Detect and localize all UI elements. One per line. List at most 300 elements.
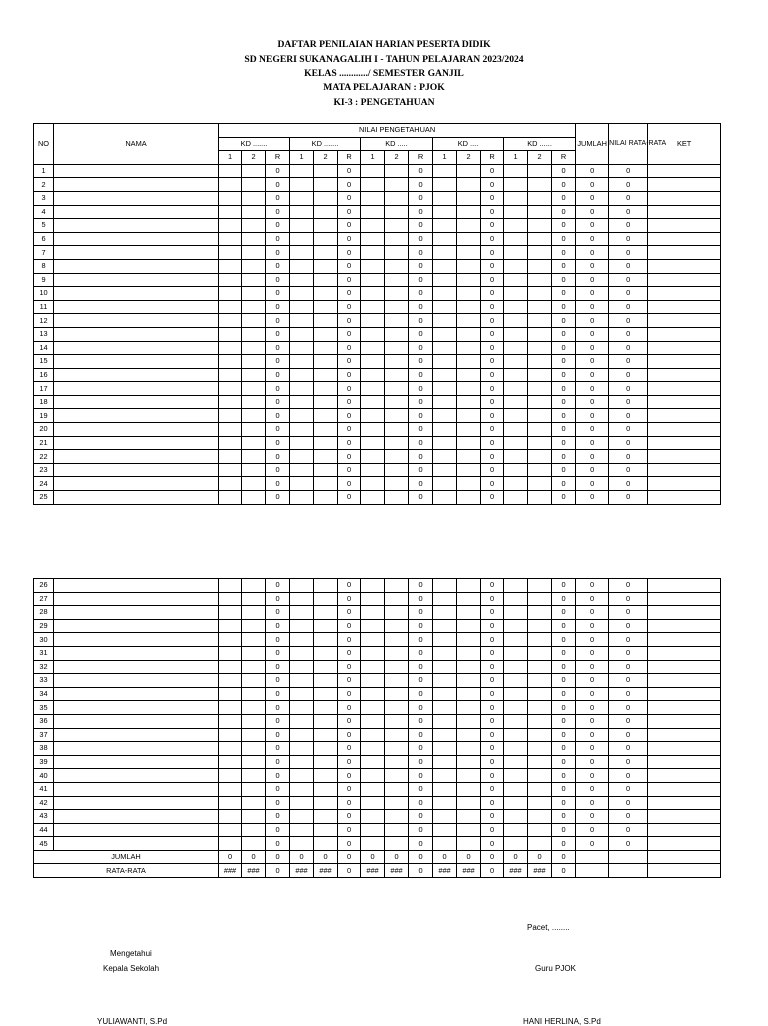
score-cell: [290, 191, 314, 205]
kd-result-cell: 0: [409, 191, 433, 205]
score-cell: [504, 687, 528, 701]
score-cell: [290, 450, 314, 464]
kd-result-cell: 0: [266, 714, 290, 728]
kd-result-cell: 0: [409, 300, 433, 314]
score-cell: [361, 728, 385, 742]
score-cell: [504, 742, 528, 756]
row-number: 45: [34, 837, 54, 851]
summary-empty: [609, 850, 648, 864]
ket-cell: [648, 606, 721, 620]
score-cell: [242, 341, 266, 355]
score-cell: [528, 314, 552, 328]
kd-result-cell: 0: [338, 742, 361, 756]
kd-result-cell: 0: [266, 178, 290, 192]
score-cell: [314, 592, 338, 606]
kd-result-cell: 0: [409, 592, 433, 606]
kd-result-cell: 0: [552, 823, 576, 837]
score-cell: [457, 606, 481, 620]
rata-rata-cell: 0: [609, 436, 648, 450]
score-cell: [361, 477, 385, 491]
kd-result-cell: 0: [409, 646, 433, 660]
score-cell: [219, 341, 242, 355]
ket-cell: [648, 205, 721, 219]
kd-result-cell: 0: [481, 368, 504, 382]
kd-result-cell: 0: [409, 382, 433, 396]
table-row: [34, 300, 721, 314]
row-number: 4: [34, 205, 54, 219]
row-number: 15: [34, 355, 54, 369]
score-cell: [528, 423, 552, 437]
score-cell: [457, 423, 481, 437]
score-cell: [290, 355, 314, 369]
score-cell: [314, 368, 338, 382]
kd-header: KD ....: [433, 137, 504, 151]
score-cell: [528, 191, 552, 205]
kd-result-cell: 0: [338, 491, 361, 505]
jumlah-value: 0: [242, 850, 266, 864]
score-cell: [385, 300, 409, 314]
jumlah-cell: 0: [576, 810, 609, 824]
kd-result-cell: 0: [409, 178, 433, 192]
kd-result-cell: 0: [266, 423, 290, 437]
table-row: [34, 755, 721, 769]
row-number: 29: [34, 619, 54, 633]
score-cell: [361, 646, 385, 660]
kd-result-cell: 0: [266, 823, 290, 837]
ket-cell: [648, 300, 721, 314]
score-cell: [504, 782, 528, 796]
score-cell: [504, 178, 528, 192]
header-jumlah: JUMLAH: [576, 124, 609, 165]
student-name-cell: [54, 423, 219, 437]
guru-pjok-label: Guru PJOK: [535, 964, 576, 973]
score-cell: [528, 436, 552, 450]
score-cell: [219, 219, 242, 233]
jumlah-cell: 0: [576, 477, 609, 491]
kd-result-cell: 0: [481, 382, 504, 396]
table-row: [34, 633, 721, 647]
row-number: 34: [34, 687, 54, 701]
kd-result-cell: 0: [481, 246, 504, 260]
score-cell: [457, 368, 481, 382]
kd-result-cell: 0: [266, 782, 290, 796]
kd-result-cell: 0: [552, 232, 576, 246]
jumlah-cell: 0: [576, 368, 609, 382]
summary-empty: [576, 864, 609, 878]
kd-result-cell: 0: [409, 205, 433, 219]
score-cell: [242, 579, 266, 593]
score-cell: [314, 579, 338, 593]
score-cell: [242, 646, 266, 660]
student-name-cell: [54, 232, 219, 246]
kd-header: KD .....: [361, 137, 433, 151]
kd-result-cell: 0: [409, 246, 433, 260]
score-cell: [242, 619, 266, 633]
kd-result-cell: 0: [552, 273, 576, 287]
score-cell: [457, 382, 481, 396]
score-cell: [219, 232, 242, 246]
score-cell: [290, 463, 314, 477]
rata-rata-cell: 0: [609, 477, 648, 491]
kd-result-cell: 0: [266, 287, 290, 301]
score-cell: [361, 837, 385, 851]
kd-result-cell: 0: [266, 219, 290, 233]
kd-result-cell: 0: [266, 382, 290, 396]
score-cell: [242, 796, 266, 810]
kd-result-cell: 0: [338, 423, 361, 437]
rata-value: ###: [385, 864, 409, 878]
kd-sub-header: R: [552, 151, 576, 165]
score-cell: [385, 178, 409, 192]
score-cell: [457, 477, 481, 491]
score-cell: [457, 810, 481, 824]
score-cell: [457, 300, 481, 314]
score-cell: [290, 769, 314, 783]
score-cell: [314, 219, 338, 233]
score-cell: [290, 423, 314, 437]
score-cell: [219, 436, 242, 450]
score-cell: [457, 205, 481, 219]
student-name-cell: [54, 463, 219, 477]
score-cell: [528, 619, 552, 633]
score-cell: [385, 191, 409, 205]
score-cell: [361, 674, 385, 688]
kd-result-cell: 0: [338, 409, 361, 423]
kd-result-cell: 0: [266, 796, 290, 810]
score-cell: [528, 164, 552, 178]
student-name-cell: [54, 810, 219, 824]
kd-result-cell: 0: [481, 782, 504, 796]
ket-cell: [648, 164, 721, 178]
jumlah-value: 0: [433, 850, 457, 864]
score-cell: [361, 382, 385, 396]
ket-cell: [648, 450, 721, 464]
kd-result-cell: 0: [552, 246, 576, 260]
student-name-cell: [54, 477, 219, 491]
rata-rata-cell: 0: [609, 782, 648, 796]
table-row: [34, 246, 721, 260]
score-cell: [504, 837, 528, 851]
kd-sub-header: 2: [457, 151, 481, 165]
row-number: 35: [34, 701, 54, 715]
score-cell: [219, 300, 242, 314]
jumlah-cell: 0: [576, 382, 609, 396]
student-name-cell: [54, 687, 219, 701]
kd-result-cell: 0: [481, 491, 504, 505]
score-cell: [504, 368, 528, 382]
table-row: [34, 355, 721, 369]
score-cell: [504, 660, 528, 674]
score-cell: [385, 164, 409, 178]
jumlah-cell: 0: [576, 463, 609, 477]
score-cell: [242, 674, 266, 688]
ket-cell: [648, 619, 721, 633]
score-cell: [504, 409, 528, 423]
kd-result-cell: 0: [338, 619, 361, 633]
score-cell: [433, 205, 457, 219]
kd-result-cell: 0: [552, 423, 576, 437]
score-cell: [290, 409, 314, 423]
score-cell: [528, 409, 552, 423]
student-name-cell: [54, 606, 219, 620]
score-cell: [528, 592, 552, 606]
row-number: 24: [34, 477, 54, 491]
ket-cell: [648, 491, 721, 505]
jumlah-cell: 0: [576, 742, 609, 756]
kd-result-cell: 0: [338, 728, 361, 742]
score-cell: [290, 646, 314, 660]
jumlah-cell: 0: [576, 205, 609, 219]
rata-value: 0: [409, 864, 433, 878]
score-cell: [385, 579, 409, 593]
score-cell: [219, 450, 242, 464]
rata-rata-cell: 0: [609, 810, 648, 824]
score-cell: [433, 314, 457, 328]
score-cell: [290, 259, 314, 273]
score-cell: [385, 395, 409, 409]
rata-rata-cell: 0: [609, 619, 648, 633]
score-cell: [361, 368, 385, 382]
jumlah-cell: 0: [576, 450, 609, 464]
kd-result-cell: 0: [552, 810, 576, 824]
kd-result-cell: 0: [552, 769, 576, 783]
kd-result-cell: 0: [481, 259, 504, 273]
kd-result-cell: 0: [338, 259, 361, 273]
row-number: 7: [34, 246, 54, 260]
score-cell: [504, 314, 528, 328]
student-name-cell: [54, 164, 219, 178]
score-cell: [361, 701, 385, 715]
table-row: [34, 450, 721, 464]
kd-result-cell: 0: [481, 701, 504, 715]
kd-result-cell: 0: [552, 382, 576, 396]
score-cell: [361, 178, 385, 192]
score-cell: [361, 579, 385, 593]
score-cell: [219, 246, 242, 260]
rata-rata-row-label: RATA-RATA: [34, 864, 219, 878]
score-cell: [385, 246, 409, 260]
score-cell: [361, 219, 385, 233]
score-cell: [314, 314, 338, 328]
kd-result-cell: 0: [409, 782, 433, 796]
kd-result-cell: 0: [266, 674, 290, 688]
score-cell: [290, 592, 314, 606]
rata-rata-cell: 0: [609, 592, 648, 606]
kd-result-cell: 0: [338, 450, 361, 464]
rata-value: ###: [528, 864, 552, 878]
score-cell: [528, 246, 552, 260]
kd-result-cell: 0: [338, 714, 361, 728]
title-line-3: KELAS ............/ SEMESTER GANJIL: [304, 68, 464, 79]
kd-result-cell: 0: [481, 755, 504, 769]
table-row: [34, 714, 721, 728]
score-cell: [242, 592, 266, 606]
kd-result-cell: 0: [481, 463, 504, 477]
score-cell: [457, 164, 481, 178]
kd-result-cell: 0: [338, 592, 361, 606]
student-name-cell: [54, 823, 219, 837]
table-row: [34, 219, 721, 233]
table-row: [34, 341, 721, 355]
table-row: [34, 232, 721, 246]
score-cell: [433, 755, 457, 769]
score-cell: [314, 646, 338, 660]
score-cell: [457, 178, 481, 192]
ket-cell: [648, 382, 721, 396]
ket-cell: [648, 327, 721, 341]
kd-sub-header: R: [338, 151, 361, 165]
rata-rata-cell: 0: [609, 769, 648, 783]
score-cell: [361, 810, 385, 824]
score-cell: [242, 606, 266, 620]
score-cell: [219, 259, 242, 273]
rata-rata-cell: 0: [609, 164, 648, 178]
kd-result-cell: 0: [338, 463, 361, 477]
score-cell: [457, 341, 481, 355]
place-date: Pacet, ........: [527, 923, 570, 932]
kd-result-cell: 0: [338, 633, 361, 647]
score-cell: [290, 273, 314, 287]
kd-result-cell: 0: [409, 259, 433, 273]
score-cell: [361, 660, 385, 674]
score-cell: [528, 368, 552, 382]
score-cell: [290, 796, 314, 810]
score-cell: [314, 837, 338, 851]
score-cell: [242, 355, 266, 369]
score-cell: [385, 463, 409, 477]
table-row: [34, 463, 721, 477]
score-cell: [290, 755, 314, 769]
kd-result-cell: 0: [409, 619, 433, 633]
kd-result-cell: 0: [552, 714, 576, 728]
student-name-cell: [54, 592, 219, 606]
ket-cell: [648, 287, 721, 301]
score-cell: [504, 341, 528, 355]
kd-result-cell: 0: [266, 701, 290, 715]
kd-result-cell: 0: [266, 450, 290, 464]
table-row: [34, 491, 721, 505]
kd-result-cell: 0: [409, 837, 433, 851]
score-cell: [385, 687, 409, 701]
score-cell: [385, 287, 409, 301]
kd-result-cell: 0: [552, 395, 576, 409]
score-cell: [385, 810, 409, 824]
score-cell: [290, 619, 314, 633]
kd-result-cell: 0: [266, 646, 290, 660]
score-cell: [314, 606, 338, 620]
score-cell: [242, 477, 266, 491]
student-name-cell: [54, 436, 219, 450]
kd-result-cell: 0: [409, 796, 433, 810]
kd-result-cell: 0: [552, 259, 576, 273]
score-cell: [314, 714, 338, 728]
score-cell: [242, 259, 266, 273]
ket-cell: [648, 823, 721, 837]
kd-result-cell: 0: [552, 782, 576, 796]
kd-result-cell: 0: [481, 273, 504, 287]
score-cell: [504, 219, 528, 233]
score-cell: [219, 782, 242, 796]
score-cell: [433, 701, 457, 715]
kd-result-cell: 0: [409, 409, 433, 423]
score-cell: [457, 769, 481, 783]
ket-cell: [648, 436, 721, 450]
rata-rata-row: [34, 864, 721, 878]
table-row: [34, 191, 721, 205]
score-cell: [457, 633, 481, 647]
row-number: 36: [34, 714, 54, 728]
score-cell: [290, 728, 314, 742]
kd-result-cell: 0: [481, 287, 504, 301]
row-number: 26: [34, 579, 54, 593]
score-cell: [528, 178, 552, 192]
kd-result-cell: 0: [338, 579, 361, 593]
score-cell: [504, 646, 528, 660]
score-cell: [219, 606, 242, 620]
score-cell: [290, 742, 314, 756]
score-cell: [314, 619, 338, 633]
student-name-cell: [54, 246, 219, 260]
table-row: [34, 423, 721, 437]
score-cell: [385, 837, 409, 851]
ket-cell: [648, 314, 721, 328]
student-name-cell: [54, 409, 219, 423]
score-cell: [433, 327, 457, 341]
rata-rata-cell: 0: [609, 368, 648, 382]
student-name-cell: [54, 674, 219, 688]
jumlah-cell: 0: [576, 246, 609, 260]
ket-cell: [648, 755, 721, 769]
score-cell: [433, 728, 457, 742]
score-cell: [219, 728, 242, 742]
score-cell: [457, 409, 481, 423]
score-cell: [385, 619, 409, 633]
ket-cell: [648, 728, 721, 742]
score-cell: [290, 491, 314, 505]
kd-result-cell: 0: [338, 755, 361, 769]
kd-result-cell: 0: [481, 646, 504, 660]
score-cell: [242, 300, 266, 314]
score-cell: [314, 463, 338, 477]
jumlah-value: 0: [290, 850, 314, 864]
kd-result-cell: 0: [338, 782, 361, 796]
score-cell: [361, 796, 385, 810]
score-cell: [504, 728, 528, 742]
kd-result-cell: 0: [338, 287, 361, 301]
score-cell: [219, 463, 242, 477]
kd-result-cell: 0: [338, 341, 361, 355]
score-cell: [433, 382, 457, 396]
kd-result-cell: 0: [266, 368, 290, 382]
score-cell: [433, 259, 457, 273]
score-cell: [433, 633, 457, 647]
score-cell: [242, 368, 266, 382]
score-cell: [504, 592, 528, 606]
student-name-cell: [54, 287, 219, 301]
score-cell: [219, 287, 242, 301]
score-cell: [433, 579, 457, 593]
jumlah-value: 0: [361, 850, 385, 864]
score-cell: [433, 450, 457, 464]
score-cell: [385, 714, 409, 728]
score-cell: [219, 423, 242, 437]
rata-rata-cell: 0: [609, 314, 648, 328]
jumlah-cell: 0: [576, 178, 609, 192]
kd-result-cell: 0: [481, 395, 504, 409]
score-cell: [457, 728, 481, 742]
kd-result-cell: 0: [409, 633, 433, 647]
kd-sub-header: R: [266, 151, 290, 165]
